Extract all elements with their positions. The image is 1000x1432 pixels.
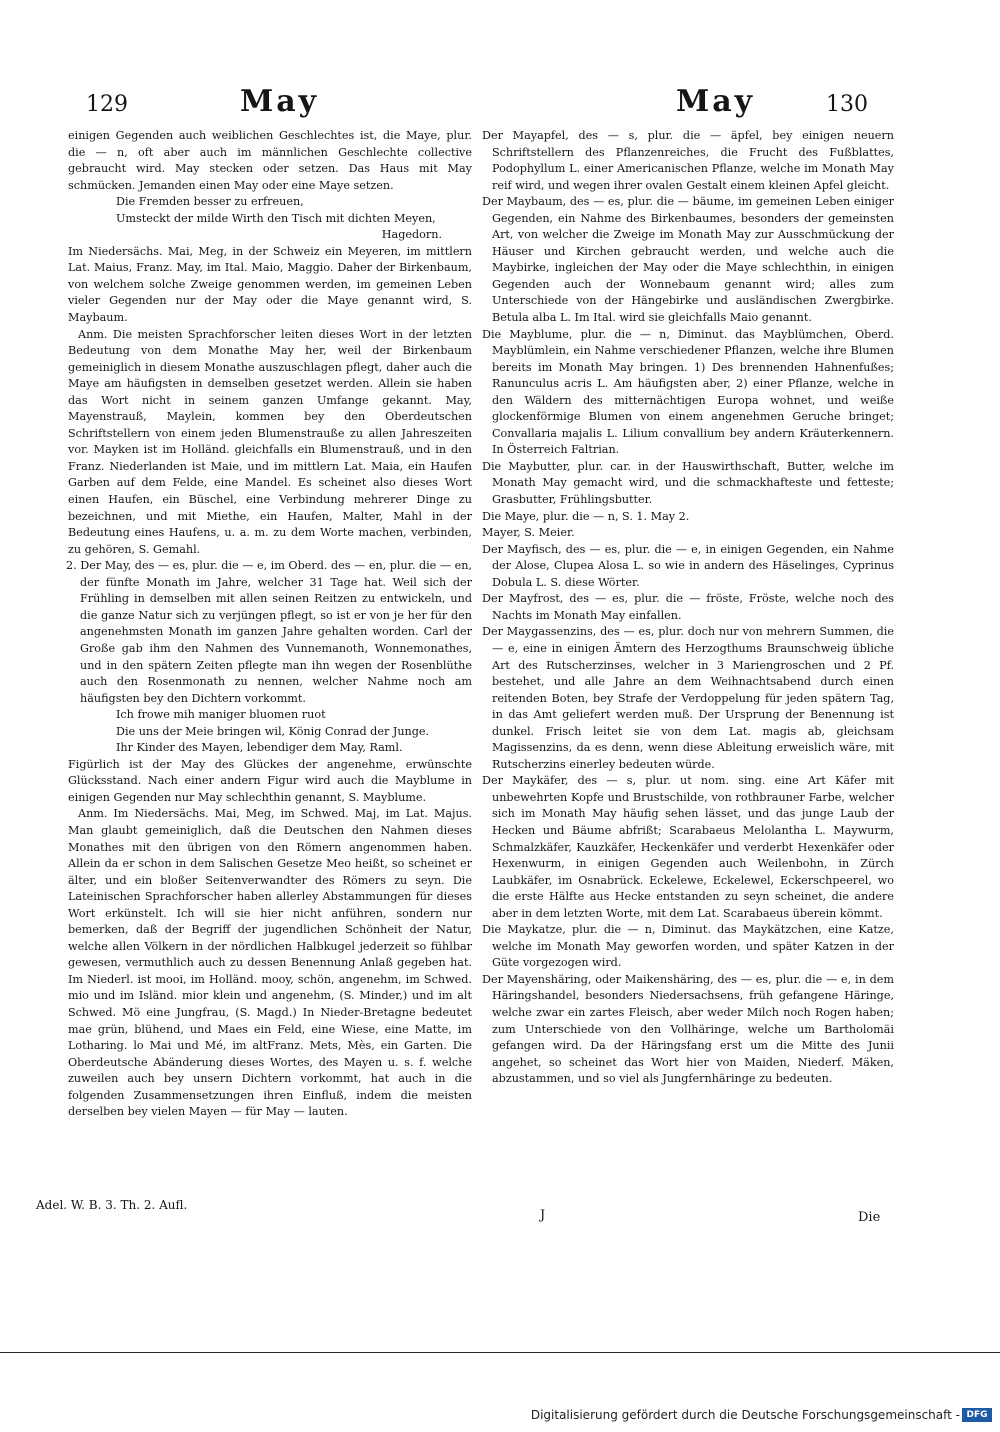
left-page-number: 129	[86, 92, 128, 117]
dictionary-entry: Die Maykatze, plur. die — n, Diminut. das Maykätzchen, eine Katze, welche im Monath May geworfen worden, und später Katzen in der Güte vorgezogen wird.	[482, 923, 894, 970]
funding-credit: Digitalisierung gefördert durch die Deutsche Forschungsgemeinschaft -	[530, 1408, 960, 1422]
dictionary-entry: Die Mayblume, plur. die — n, Diminut. das Mayblümchen, Oberd. Mayblümlein, ein Nahme verschiedener Pflanzen, welche ihre Blumen bereits im Monath May bringen. 1) Des brennenden Hahnenfußes; Ranunculus acris L. Am häufigsten aber, 2) einer Pflanze, welche in den Wäldern des mitternächtigen Europa wohnet, und weiße glockenförmige Blumen von einem angenehmen Geruche bringet; Convallaria majalis L. Lilium convallium bey andern Kräuterkennern. In Österreich Faltrian.	[482, 327, 894, 457]
dictionary-entry: Der Mayapfel, des — s, plur. die — äpfel, bey einigen neuern Schriftstellern des Pflanzenreiches, die Frucht des Fußblattes, Podophyllum L. einer Americanischen Pflanze, welche im Monath May reif wird, und wegen ihrer ovalen Gestalt einem kleinen Apfel gleicht.	[482, 129, 894, 192]
verse-line: Die uns der Meie bringen wil, König Conrad der Junge.	[116, 724, 430, 738]
annotation-paragraph: Anm. Die meisten Sprachforscher leiten dieses Wort in der letzten Bedeutung von dem Monathe May her, weil der Birkenbaum gemeiniglich in diesem Monathe auszuschlagen pflegt, daher auch die Maye am häufigsten in demselben gesetzet werden. Allein sie haben das Wort nicht in seinem ganzen Umfange gekannt. May, Mayenstrauß, Maylein, kommen bey den Oberdeutschen Schriftstellern von einem jeden Blumenstrauße zu allen Jahreszeiten vor. Mayken ist im Holländ. gleichfalls ein Blumenstrauß, und in den Franz. Niederlanden ist Maie, und im mittlern Lat. Maia, ein Haufen Garben auf dem Felde, eine Mandel. Es scheinet also dieses Wort einen Haufen, ein Büschel, eine Verbindung mehrerer Dinge zu bezeichnen, und mit Miethe, ein Haufen, Malter, Mahl in der Bedeutung eines Haufens, u. a. m. zu dem Worte machen, verbinden, zu gehören, S. Gemahl.	[68, 327, 472, 556]
verse-line: Ihr Kinder des Mayen, lebendiger dem May, Raml.	[116, 741, 403, 755]
dictionary-entry: Der Mayfisch, des — es, plur. die — e, in einigen Gegenden, ein Nahme der Alose, Clupea Alosa L. so wie in andern des Häselinges, Cyprinus Dobula L. S. diese Wörter.	[482, 542, 894, 589]
volume-note: Adel. W. B. 3. Th. 2. Aufl.	[36, 1198, 188, 1212]
scan-divider	[0, 1352, 1000, 1353]
dictionary-entry: 2. Der May, des — es, plur. die — e, im Oberd. des — en, plur. die — en, der fünfte Monath im Jahre, welcher 31 Tage hat. Weil sich der Frühling in demselben mit allen seinen Reitzen zu entwickeln, und die ganze Natur sich zu verjüngen pflegt, so ist er von je her für den angenehmsten Monath im ganzen Jahre gehalten worden. Carl der Große gab ihm den Nahmen des Vunnemanoth, Wonnemonathes, und in den spätern Zeiten pflegte man ihn wegen der Rosenblüthe auch den Rosenmonath zu nennen, welcher Nahme noch am häufigsten bey den Dichtern vorkommt.	[66, 559, 472, 705]
right-running-headword: May	[676, 84, 756, 119]
left-column	[68, 128, 472, 1121]
dictionary-entry: Mayer, S. Meier.	[482, 526, 575, 540]
catchword: Die	[858, 1210, 881, 1225]
paragraph: Im Niedersächs. Mai, Meg, in der Schweiz ein Meyeren, im mittlern Lat. Maius, Franz. May, im Ital. Maio, Maggio. Daher der Birkenbaum, von welchem solche Zweige genommen werden, im gemeinen Leben vieler Gegenden nur der May oder die Maye genannt wird, S. Maybaum.	[68, 244, 472, 325]
dictionary-entry: Der Mayenshäring, oder Maikenshäring, des — es, plur. die — e, in dem Häringshandel, besonders Niedersachsens, früh gefangene Häringe, welche zwar ein zartes Fleisch, aber weder Milch noch Rogen haben; zum Unterschiede von den Vollhäringe, welche um Bartholomäi gefangen wird. Da der Häringsfang erst um die Mitte des Junii angehet, so scheinet das Wort hier von Maiden, Niederf. Mäken, abzustammen, und so viel als Jungfernhäringe zu bedeuten.	[482, 972, 894, 1086]
quote-line: Umsteckt der milde Wirth den Tisch mit dichten Meyen,	[116, 211, 436, 225]
dictionary-entry: Der Maykäfer, des — s, plur. ut nom. sing. eine Art Käfer mit unbewehrten Kopfe und Brustschilde, von rothbrauner Farbe, welcher sich im Monath May häufig sehen lässet, und das junge Laub der Hecken und Bäume abfrißt; Scarabaeus Melolantha L. Maywurm, Schmalzkäfer, Kauzkäfer, Heckenkäfer und verderbt Hexenkäfer oder Hexenwurm, in einigen Gegenden auch Weilenbohn, in Zürch Laubkäfer, im Osnabrück. Eckelewe, Eckelewel, Eckerschpeerel, wo die erste Hälfte aus Hecke entstanden zu seyn scheinet, die andere aber in dem letzten Worte, mit dem Lat. Scarabaeus überein kömmt.	[482, 774, 894, 920]
dictionary-entry: Der Mayfrost, des — es, plur. die — fröste, Fröste, welche noch des Nachts im Monath May einfallen.	[482, 592, 894, 622]
paragraph: Figürlich ist der May des Glückes der angenehme, erwünschte Glücksstand. Nach einer andern Figur wird auch die Mayblume in einigen Gegenden nur May schlechthin genannt, S. Mayblume.	[68, 757, 472, 804]
right-column	[482, 128, 894, 1088]
paragraph: einigen Gegenden auch weiblichen Geschlechtes ist, die Maye, plur. die — n, oft aber auch im männlichen Geschlechte collective gebraucht wird. May stecken oder setzen. Das Haus mit May schmücken. Jemanden einen May oder eine Maye setzen.	[68, 129, 472, 192]
quote-citation: Hagedorn.	[381, 228, 442, 242]
dfg-logo: DFG	[962, 1408, 992, 1422]
quote-line: Die Fremden besser zu erfreuen,	[116, 195, 304, 209]
dictionary-entry: Die Maybutter, plur. car. in der Hauswirthschaft, Butter, welche im Monath May gemacht wird, und die schmackhafteste und fetteste; Grasbutter, Frühlingsbutter.	[482, 459, 894, 507]
verse-line: Ich frowe mih maniger bluomen ruot	[116, 708, 326, 722]
dictionary-entry: Der Maybaum, des — es, plur. die — bäume, im gemeinen Leben einiger Gegenden, ein Nahme des Birkenbaumes, besonders der gemeinsten Art, von welcher die Zweige im Monath May zur Ausschmückung der Häuser und Kirchen gebraucht werden, und welche auch die Maybirke, ingleichen der May oder die Maye schlechthin, in einigen Gegenden auch der Wonnebaum genannt wird; alles zum Unterschiede von der Hängebirke und ausländischen Zwergbirke. Betula alba L. Im Ital. wird sie gleichfalls Maio genannt.	[482, 195, 894, 325]
annotation-paragraph: Anm. Im Niedersächs. Mai, Meg, im Schwed. Maj, im Lat. Majus. Man glaubt gemeiniglich, daß die Deutschen den Nahmen dieses Monathes mit den übrigen von den Römern angenommen haben. Allein da er schon in dem Salischen Gesetze Meo heißt, so scheinet er älter, und ein bloßer Seitenverwandter des Römers zu seyn. Die Lateinischen Sprachforscher haben allerley Abstammungen für dieses Wort erkünstelt. Ich will sie hier nicht anführen, sondern nur bemerken, daß der Begriff der jugendlichen Schönheit der Natur, welche allen Völkern in der nördlichen Halbkugel jederzeit so fühlbar gewesen, vermuthlich auch zu dessen Benennung Anlaß gegeben hat. Im Niederl. ist mooi, im Holländ. mooy, schön, angenehm, im Schwed. mio und im Isländ. mior klein und angenehm, (S. Minder,) und im alt Schwed. Mö eine Jungfrau, (S. Magd.) In Nieder-Bretagne bedeutet mae grün, blühend, und Maes ein Feld, eine Wiese, eine Matte, im Lotharing. lo Mai und Mé, im altFranz. Mets, Mès, ein Garten. Die Oberdeutsche Abänderung dieses Wortes, des Mayen u. s. f. welche zuweilen auch bey unsern Dichtern vorkommt, hat auch in die folgenden Zusammensetzungen ihren Einfluß, indem die meisten derselben bey vielen Mayen — für May — lauten.	[68, 807, 472, 1119]
dictionary-entry: Die Maye, plur. die — n, S. 1. May 2.	[482, 509, 690, 523]
signature-mark: J	[540, 1208, 546, 1223]
left-running-headword: May	[240, 84, 320, 119]
right-page-number: 130	[826, 92, 868, 117]
dictionary-entry: Der Maygassenzins, des — es, plur. doch nur von mehrern Summen, die — e, eine in einigen Ämtern des Herzogthums Braunschweig übliche Art des Rutscherzinses, welcher in 3 Mariengroschen und 2 Pf. bestehet, und alle Jahre an dem Weihnachtsabend durch einen reitenden Boten, bey Strafe der Verdoppelung für jeden spätern Tag, in das Amt geliefert werden muß. Der Ursprung der Benennung ist dunkel. Frisch leitet sie von dem Lat. magis ab, gleichsam Magissenzins, da es denn, wenn diese Ableitung erweislich wäre, mit Rutscherzins einerley bedeuten würde.	[482, 625, 894, 771]
